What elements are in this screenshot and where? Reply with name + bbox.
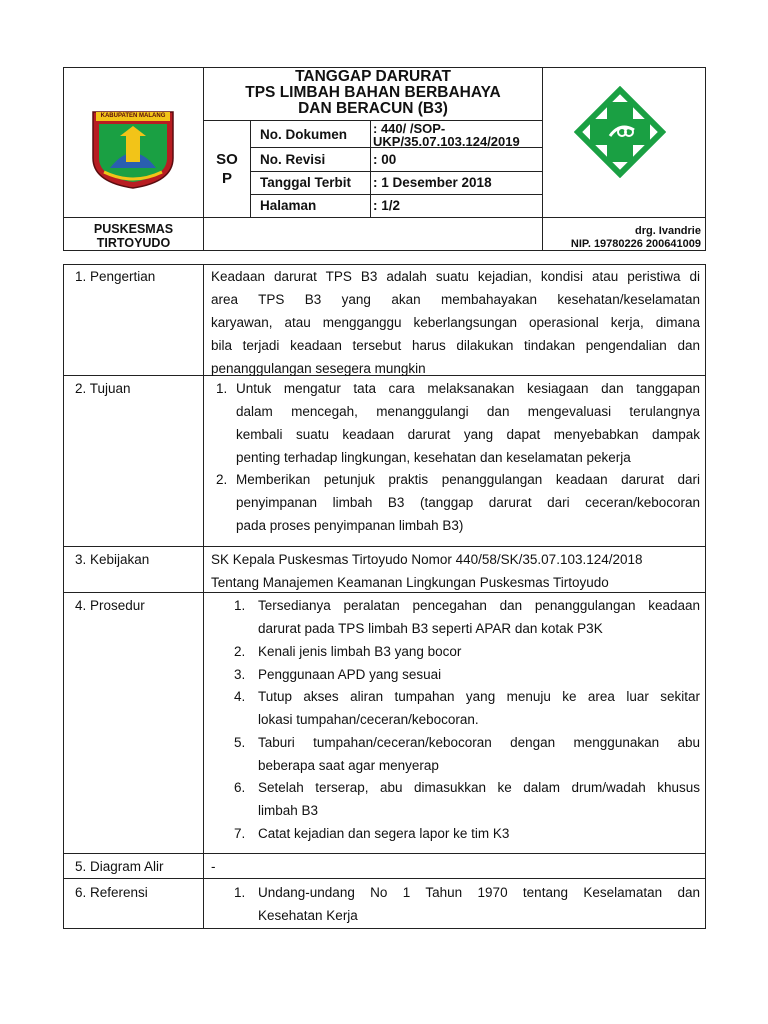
tujuan-line: penyimpanan limbah B3 (tanggap darurat dari ceceran/kebocoran (236, 495, 700, 510)
puskesmas-logo (574, 86, 666, 178)
referensi-item-text (258, 881, 700, 927)
tujuan-line: penting terhadap lingkungan, kesehatan dan keselamatan pekerja (236, 450, 631, 465)
document-title (204, 68, 542, 117)
tujuan-item-text (236, 468, 700, 537)
pengertian-text (211, 265, 700, 380)
kabupaten-malang-logo (90, 108, 176, 190)
signer-name: drg. Ivandrie (634, 225, 701, 237)
prosedur-item-number: 5. (234, 735, 246, 750)
section-label-kebijakan: 3. Kebijakan (75, 552, 150, 567)
sop-header-table (63, 67, 706, 251)
prosedur-item-text (258, 594, 700, 640)
prosedur-line: darurat pada TPS limbah B3 seperti APAR dan kotak P3K (258, 621, 603, 636)
tujuan-item-number: 1. (216, 381, 228, 396)
section-label-tujuan: 2. Tujuan (75, 381, 131, 396)
prosedur-item-number: 3. (234, 667, 246, 682)
pengertian-line: penanggulangan sesegera mungkin (211, 361, 426, 376)
prosedur-item-text (258, 822, 700, 845)
prosedur-item-text (258, 640, 700, 663)
section-label-diagram-alir: 5. Diagram Alir (75, 859, 164, 874)
tujuan-item-number: 2. (216, 472, 228, 487)
title-line-3: DAN BERACUN (B3) (298, 100, 448, 117)
referensi-line: Kesehatan Kerja (258, 908, 358, 923)
section-label-prosedur: 4. Prosedur (75, 598, 145, 613)
field-value-tanggal-terbit: : 1 Desember 2018 (373, 175, 492, 190)
field-label-no-dokumen: No. Dokumen (260, 127, 348, 142)
prosedur-line: beberapa saat agar menyerap (258, 758, 439, 773)
prosedur-item-number: 7. (234, 826, 246, 841)
title-line-1: TANGGAP DARURAT (295, 68, 451, 85)
section-label-referensi: 6. Referensi (75, 885, 148, 900)
prosedur-item-number: 1. (234, 598, 246, 613)
prosedur-item-number: 6. (234, 780, 246, 795)
prosedur-line: Tutup akses aliran tumpahan yang menuju ke area luar sekitar (258, 689, 700, 704)
pengertian-line: Keadaan darurat TPS B3 adalah suatu kejadian, kondisi atau peristiwa di (211, 269, 700, 284)
prosedur-line: Setelah terserap, abu dimasukkan ke dalam drum/wadah khusus (258, 780, 700, 795)
pengertian-line: area TPS B3 yang akan membahayakan kesehatan/keselamatan (211, 292, 700, 307)
signer-nip: NIP. 19780226 200641009 (570, 238, 701, 250)
prosedur-line: Taburi tumpahan/ceceran/kebocoran dengan menggunakan abu (258, 735, 700, 750)
prosedur-item-text (258, 685, 700, 731)
kebijakan-line: Tentang Manajemen Keamanan Lingkungan Puskesmas Tirtoyudo (211, 575, 609, 590)
field-label-no-revisi: No. Revisi (260, 152, 326, 167)
organization-name: PUSKESMAS TIRTOYUDO (93, 222, 174, 250)
section-label-pengertian: 1. Pengertian (75, 269, 156, 284)
prosedur-line: Kenali jenis limbah B3 yang bocor (258, 644, 462, 659)
sop-content-table (63, 264, 706, 929)
field-label-tanggal-terbit: Tanggal Terbit (260, 175, 351, 190)
kebijakan-text (211, 548, 700, 594)
prosedur-item-text (258, 663, 700, 686)
tujuan-line: pada proses penyimpanan limbah B3) (236, 518, 464, 533)
title-line-2: TPS LIMBAH BAHAN BERBAHAYA (245, 84, 501, 101)
tujuan-item-text (236, 377, 700, 469)
prosedur-item-number: 4. (234, 689, 246, 704)
tujuan-line: Memberikan petunjuk praktis penanggulangan keadaan darurat dari (236, 472, 700, 487)
tujuan-line: kembali suatu keadaan darurat yang dapat menyebabkan dampak (236, 427, 700, 442)
prosedur-line: limbah B3 (258, 803, 319, 818)
kebijakan-line: SK Kepala Puskesmas Tirtoyudo Nomor 440/58/SK/35.07.103.124/2018 (211, 552, 643, 567)
pengertian-line: karyawan, atau mengganggu keberlangsungan operasional kerja, dimana (211, 315, 700, 330)
logo-left-caption: KABUPATEN MALANG (100, 113, 166, 119)
field-label-halaman: Halaman (260, 198, 317, 213)
sop-label: SO P (216, 151, 238, 187)
field-value-halaman: : 1/2 (373, 198, 401, 213)
referensi-line: Undang-undang No 1 Tahun 1970 tentang Keselamatan dan (258, 885, 700, 900)
prosedur-item-text (258, 776, 700, 822)
prosedur-line: Penggunaan APD yang sesuai (258, 667, 442, 682)
tujuan-line: dalam mencegah, menanggulangi dan mengevaluasi terulangnya (236, 404, 700, 419)
field-value-no-dokumen: : 440/ /SOP- UKP/35.07.103.124/2019 (373, 121, 520, 149)
prosedur-line: Tersedianya peralatan pencegahan dan penanggulangan keadaan (258, 598, 700, 613)
prosedur-line: Catat kejadian dan segera lapor ke tim K3 (258, 826, 510, 841)
field-value-no-revisi: : 00 (373, 152, 397, 167)
prosedur-line: lokasi tumpahan/ceceran/kebocoran. (258, 712, 479, 727)
diagram-alir-text: - (211, 859, 216, 874)
prosedur-item-text (258, 731, 700, 777)
pengertian-line: bila terjadi keadaan tersebut harus dilakukan tindakan pengendalian dan (211, 338, 700, 353)
referensi-item-number: 1. (234, 885, 246, 900)
tujuan-line: Untuk mengatur tata cara melaksanakan kesiagaan dan tanggapan (236, 381, 700, 396)
prosedur-item-number: 2. (234, 644, 246, 659)
